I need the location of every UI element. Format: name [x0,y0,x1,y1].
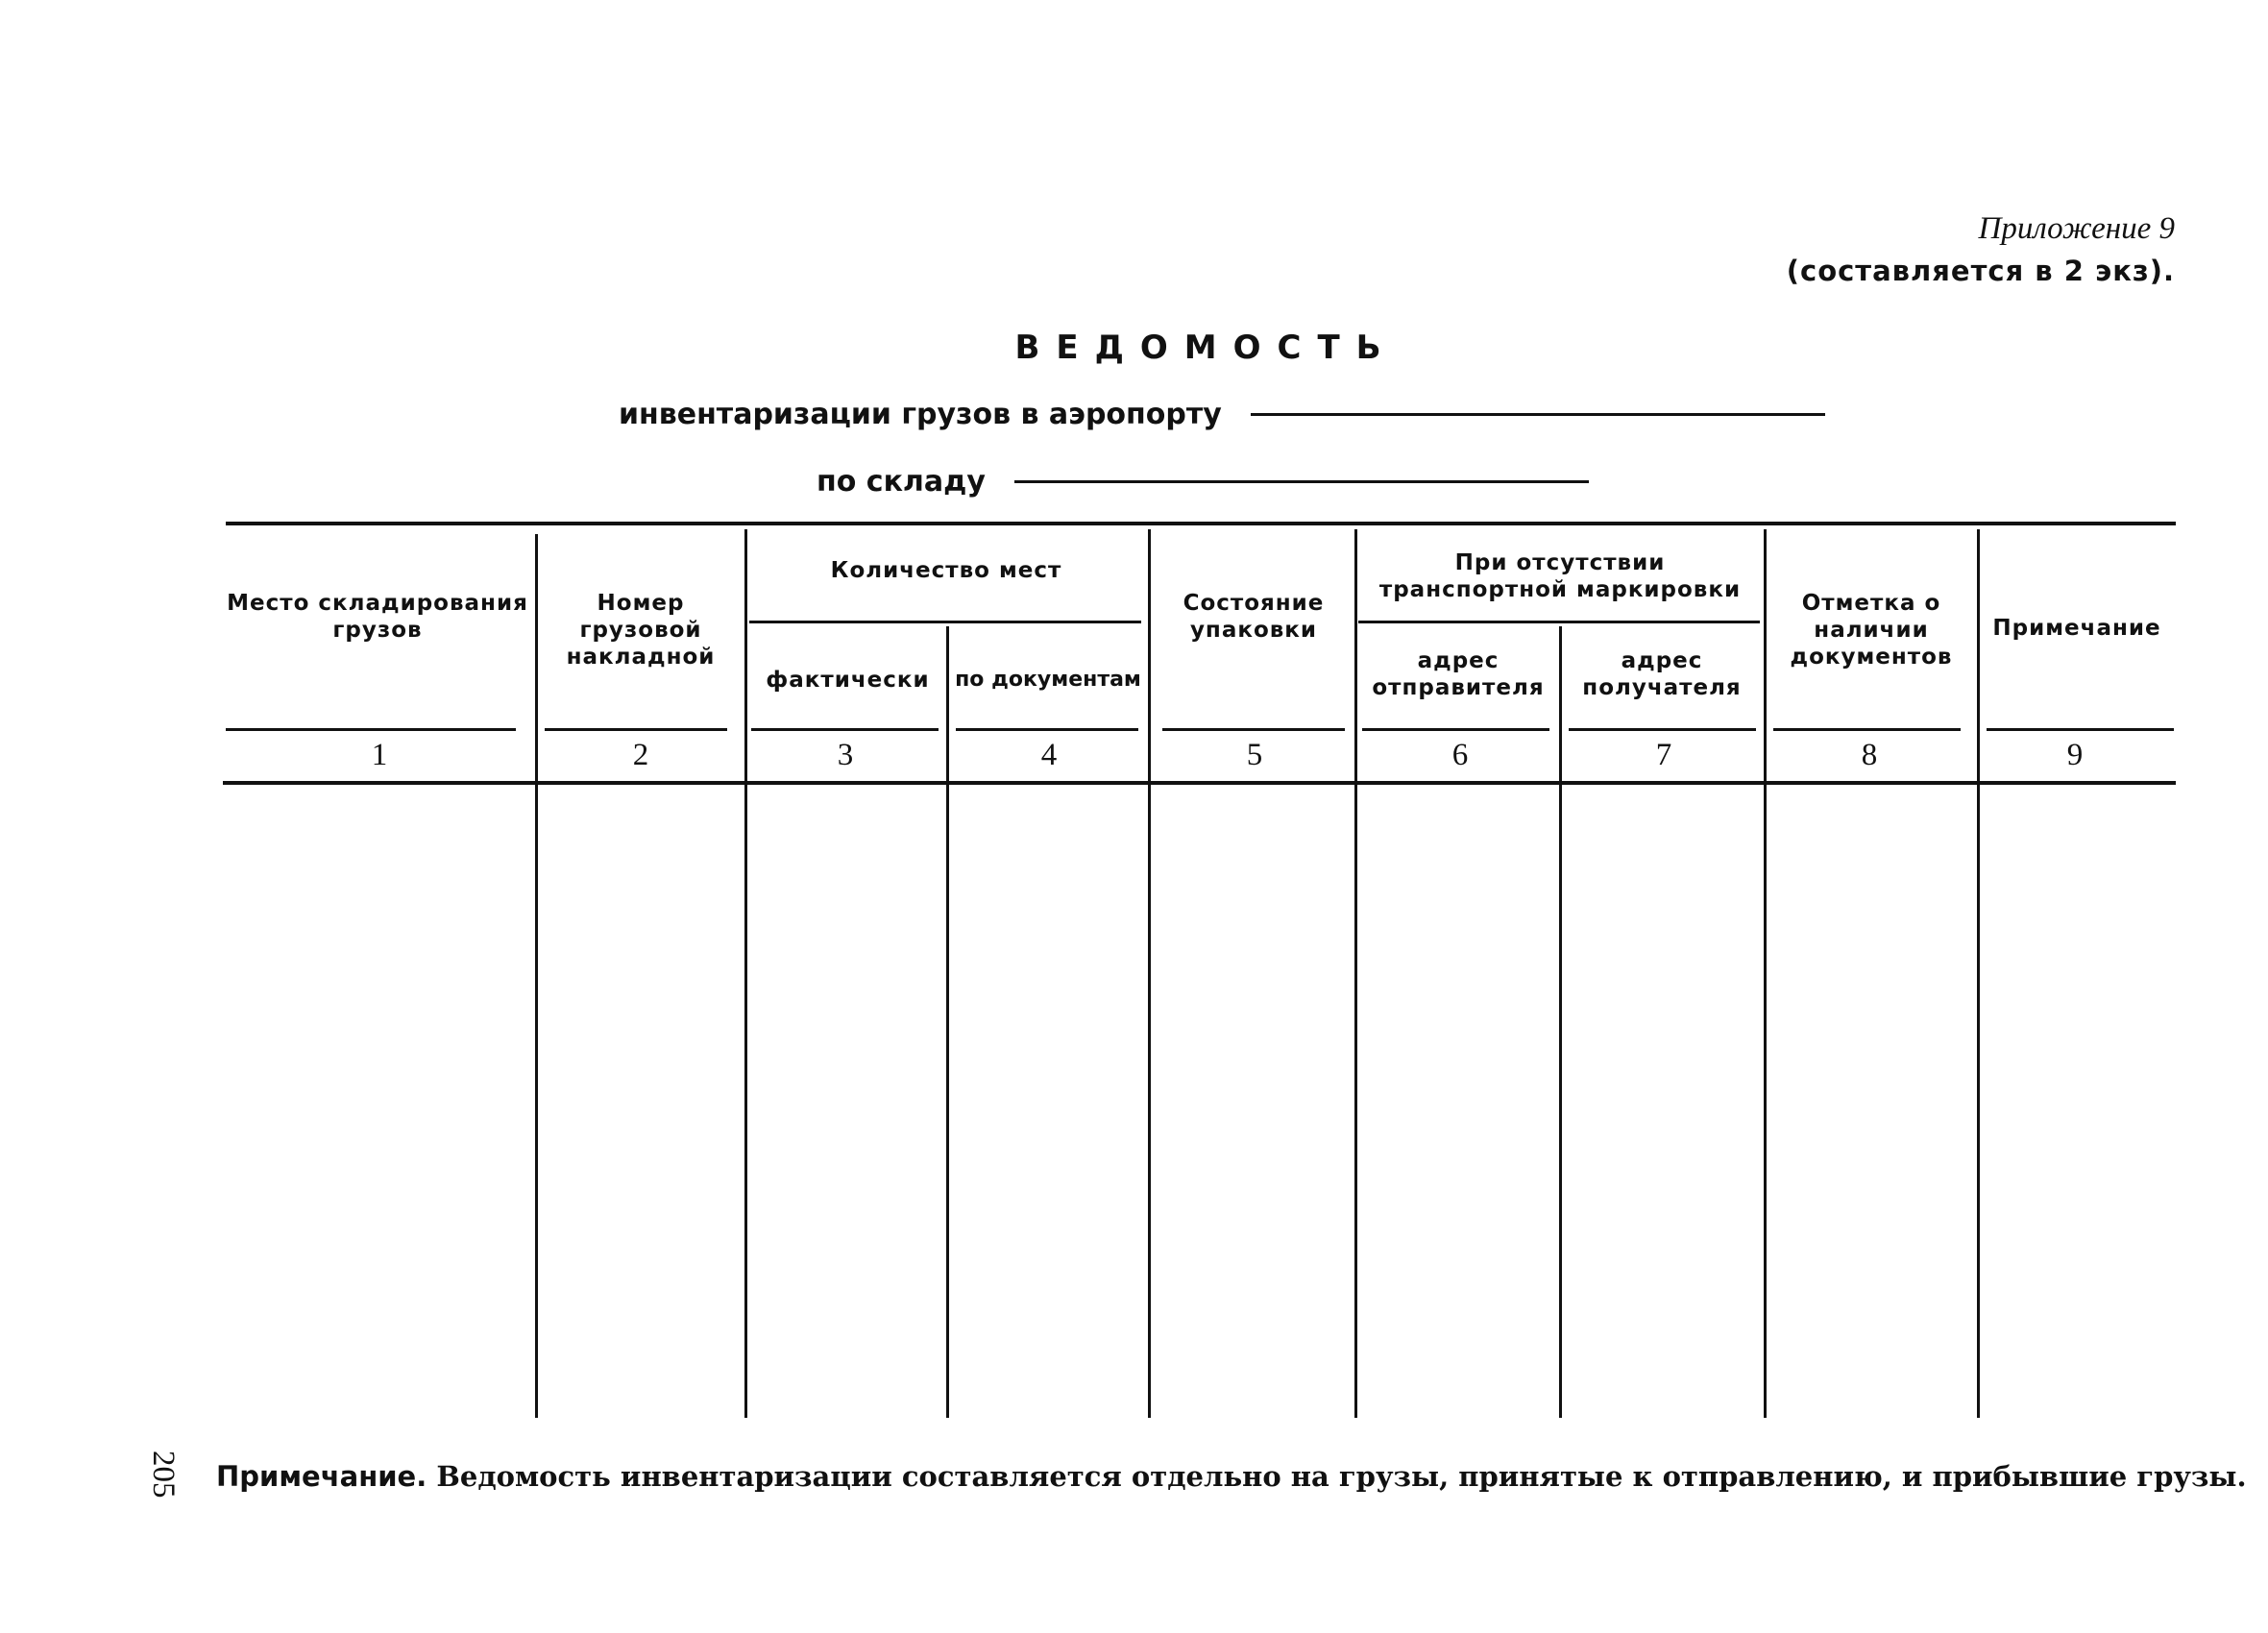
column-number: 3 [837,738,854,772]
header-qty-actual: фактически [766,668,930,693]
header-underline [1569,728,1756,731]
header-underline [1773,728,1961,731]
table-numbers-bottom-border [223,781,2176,785]
document-title: ВЕДОМОСТЬ [1014,329,1398,367]
header-underline [1362,728,1549,731]
warehouse-line [817,465,1589,499]
header-underline [956,728,1138,731]
qty-group-line [749,621,1141,623]
column-number: 7 [1655,738,1672,772]
header-underline [1987,728,2174,731]
marking-group-line [1358,621,1760,623]
airport-line-label: инвентаризации грузов в аэропорту [619,398,1222,431]
page-number: 205 [146,1450,181,1499]
warehouse-blank-field [1014,480,1589,483]
header-recipient-address: адрес получателя [1582,648,1742,700]
warehouse-line-label: по складу [817,465,986,499]
header-remarks: Примечание [1992,616,2161,641]
column-number: 1 [371,738,388,772]
header-marking-group: При отсутствии транспортной маркировки [1378,550,1742,602]
header-waybill-number: Номер грузовой накладной [566,591,716,670]
header-documents-mark: Отметка о наличии документов [1790,591,1953,670]
appendix-subtitle: (составляется в 2 экз). [1786,255,2175,287]
header-qty-documents: по документам [955,668,1141,692]
appendix-block [1787,207,2175,292]
table-top-border [226,522,2176,525]
col-divider [1148,529,1151,1418]
col-divider [1559,626,1562,1418]
header-underline [1162,728,1345,731]
column-number: 8 [1861,738,1878,772]
col-divider [535,534,538,1418]
column-number: 5 [1246,738,1263,772]
column-number: 4 [1040,738,1058,772]
header-underline [226,728,516,731]
footnote [216,1460,2247,1493]
col-divider [744,529,747,1418]
header-sender-address: адрес отправителя [1372,648,1545,700]
column-number: 9 [2066,738,2084,772]
col-divider [1764,529,1767,1418]
footnote-label: Примечание. [216,1460,427,1493]
column-number: 2 [632,738,649,772]
column-number: 6 [1451,738,1469,772]
airport-line [619,398,1825,431]
airport-blank-field [1251,413,1825,416]
footnote-text: Ведомость инвентаризации составляется отдельно на грузы, принятые к отправлению, и прибывшие грузы. [436,1460,2247,1493]
col-divider [1977,529,1980,1418]
header-underline [751,728,939,731]
col-divider [946,626,949,1418]
header-qty-group: Количество мест [830,558,1062,583]
appendix-title: Приложение 9 [1978,211,2175,246]
header-storage-place: Место складирования грузов [227,591,528,643]
header-packaging-state: Состояние упаковки [1183,591,1325,643]
header-underline [545,728,727,731]
col-divider [1354,529,1357,1418]
